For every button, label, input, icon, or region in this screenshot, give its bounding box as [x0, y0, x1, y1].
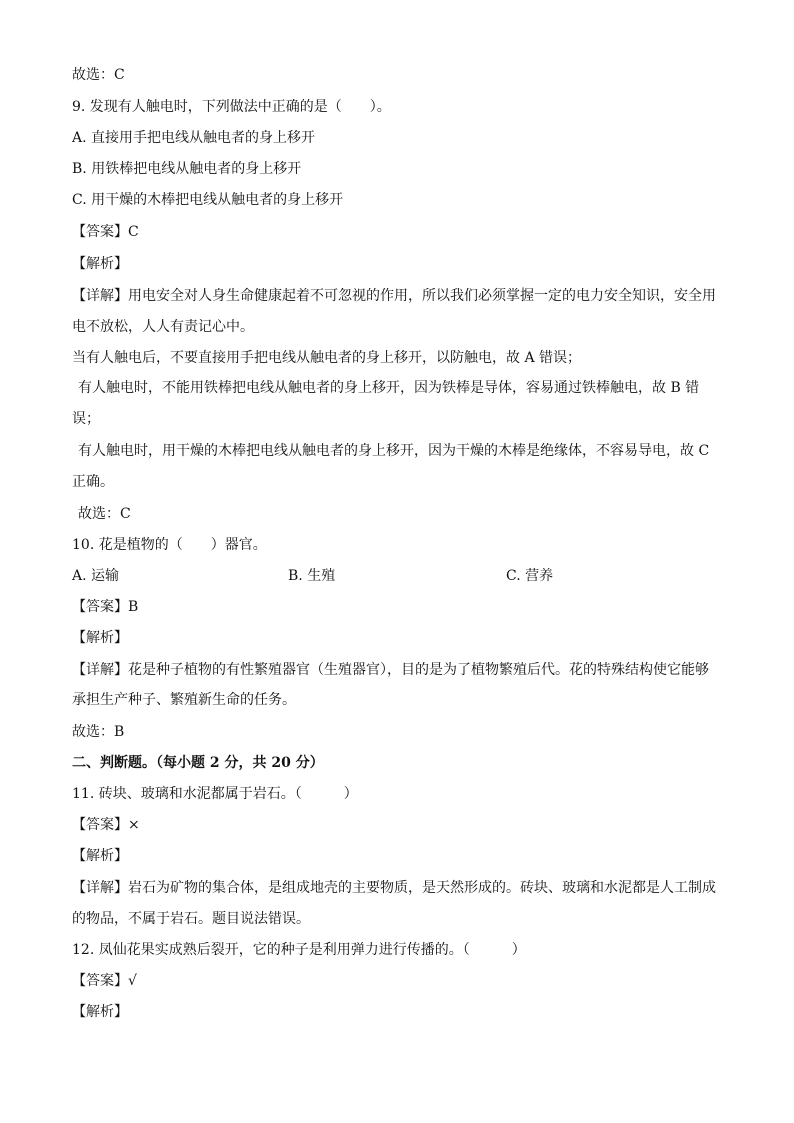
analysis-label: 【解析】	[72, 1004, 128, 1020]
question-12: 12. 凤仙花果实成熟后裂开，它的种子是利用弹力进行传播的。（ ）	[72, 942, 526, 958]
option-a: A. 直接用手把电线从触电者的身上移开	[72, 130, 316, 146]
option-b: B. 用铁棒把电线从触电者的身上移开	[72, 161, 302, 177]
answer-label: 【答案】B	[72, 599, 139, 615]
q10-option-b: B. 生殖	[288, 568, 336, 584]
answer-label: 【答案】×	[72, 817, 140, 833]
answer-choice-line: 故选：C	[78, 506, 131, 522]
detail-text: 承担生产种子、繁殖新生命的任务。	[72, 692, 296, 708]
detail-text: 【详解】花是种子植物的有性繁殖器官（生殖器官），目的是为了植物繁殖后代。花的特殊结构使它能够	[72, 662, 709, 678]
analysis-label: 【解析】	[72, 256, 128, 272]
question-11: 11. 砖块、玻璃和水泥都属于岩石。（ ）	[72, 786, 358, 802]
detail-text: 【详解】岩石为矿物的集合体，是组成地壳的主要物质，是天然形成的。砖块、玻璃和水泥都是人工制成	[72, 880, 716, 896]
question-10: 10. 花是植物的（ ）器官。	[72, 537, 267, 553]
analysis-label: 【解析】	[72, 848, 128, 864]
detail-text: 有人触电时，用干燥的木棒把电线从触电者的身上移开，因为干燥的木棒是绝缘体，不容易导电，故 C	[78, 443, 710, 459]
answer-choice-line: 故选：C	[72, 67, 125, 83]
detail-text: 【详解】用电安全对人身生命健康起着不可忽视的作用，所以我们必须掌握一定的电力安全知识，安全用	[72, 288, 716, 304]
detail-text: 正确。	[72, 474, 114, 490]
detail-text: 当有人触电后，不要直接用手把电线从触电者的身上移开，以防触电，故 A 错误；	[72, 350, 582, 366]
q10-option-a: A. 运输	[72, 568, 120, 584]
answer-label: 【答案】C	[72, 224, 139, 240]
detail-text: 电不放松，人人有责记心中。	[72, 319, 254, 335]
detail-text: 有人触电时，不能用铁棒把电线从触电者的身上移开，因为铁棒是导体，容易通过铁棒触电，故 B 错	[78, 380, 700, 396]
analysis-label: 【解析】	[72, 630, 128, 646]
section-heading: 二、判断题。（每小题 2 分，共 20 分）	[72, 755, 324, 771]
question-9: 9. 发现有人触电时，下列做法中正确的是（ ）。	[72, 99, 391, 115]
answer-choice-line: 故选：B	[72, 724, 125, 740]
detail-text: 误；	[72, 411, 100, 427]
answer-label: 【答案】√	[72, 973, 137, 989]
option-c: C. 用干燥的木棒把电线从触电者的身上移开	[72, 192, 344, 208]
q10-option-c: C. 营养	[506, 568, 554, 584]
detail-text: 的物品，不属于岩石。题目说法错误。	[72, 911, 310, 927]
